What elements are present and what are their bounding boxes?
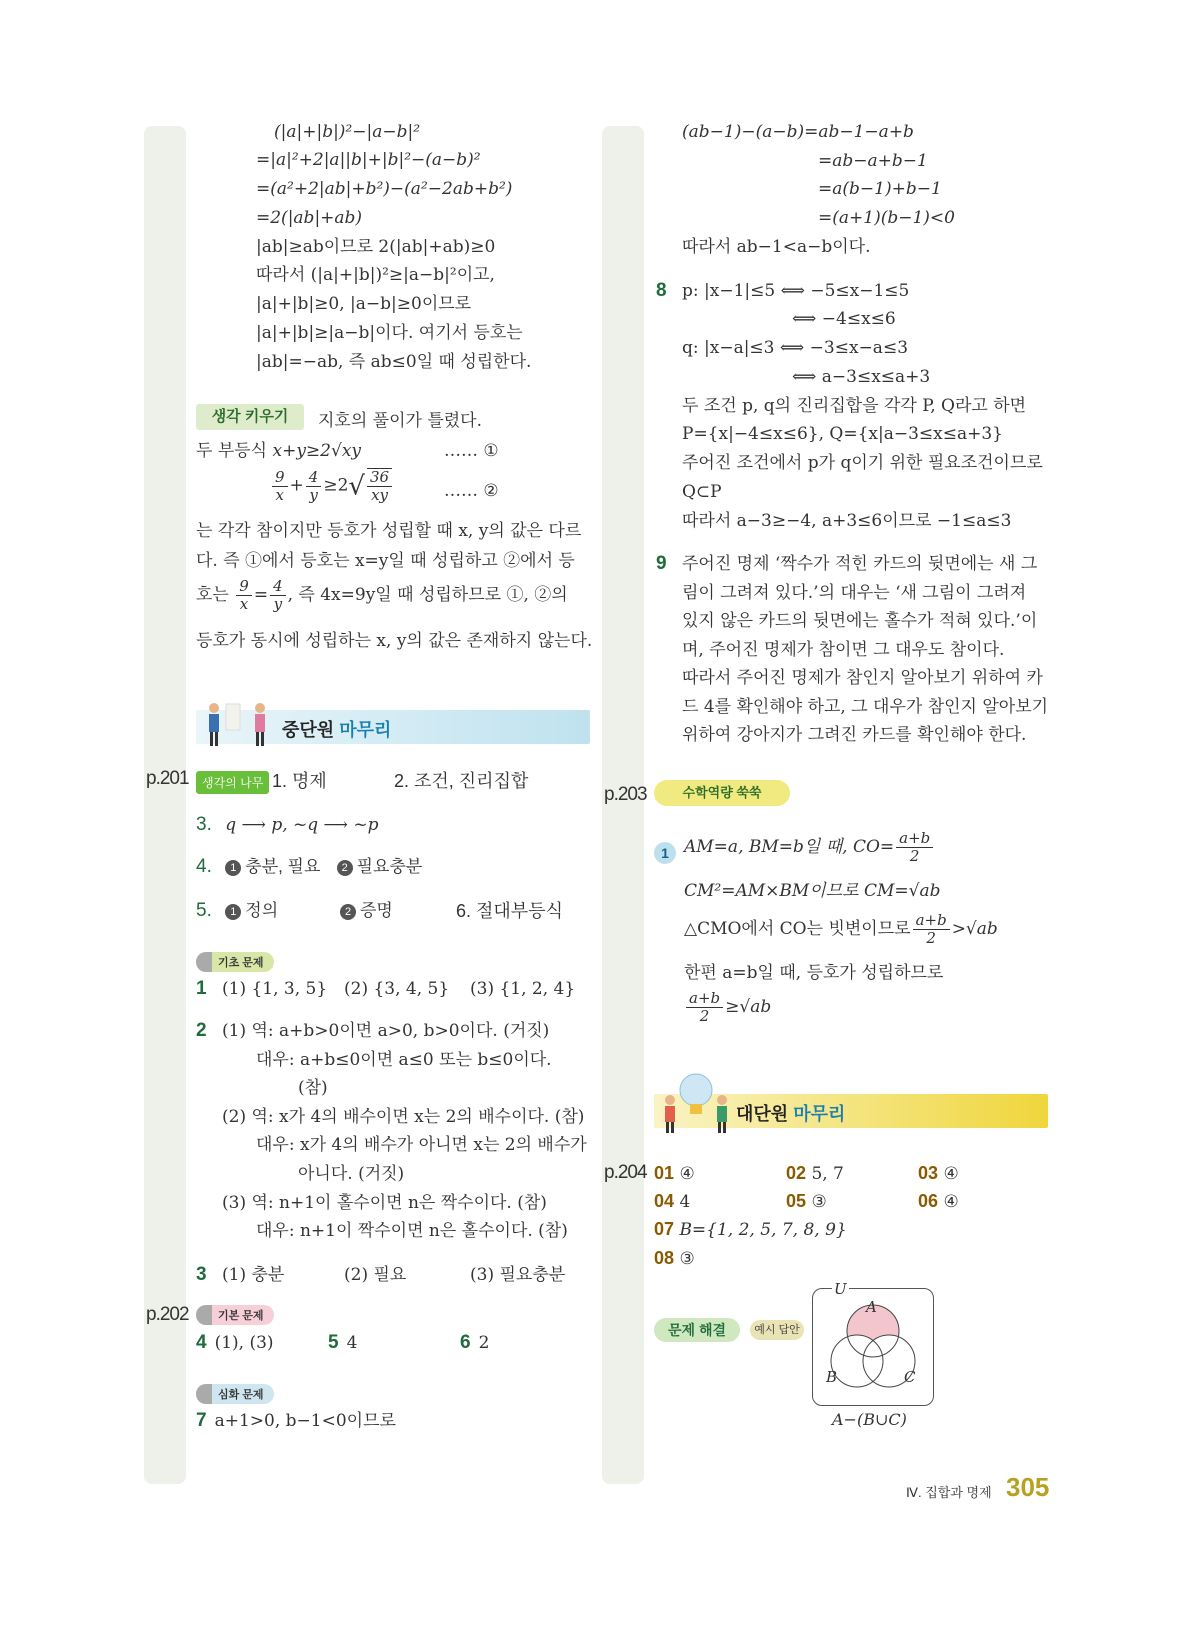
proof-line: =|a|²+2|a||b|+|b|²−(a−b)² (256, 150, 481, 170)
q3-part: (3) 필요충분 (470, 1265, 566, 1285)
frac-num: 9 (236, 578, 252, 596)
q1-part: (2) {3, 4, 5} (344, 979, 450, 999)
ineq2-mid: ≥2 (323, 475, 349, 496)
think-tag: 생각 키우기 (196, 404, 304, 430)
m1-line2: CM²=AM×BM이므로 CM=√ab (684, 881, 941, 901)
answer-4: 4. 1 충분, 필요 2 필요충분 (196, 856, 423, 877)
q9-line: 림이 그려져 있다.’의 대우는 ‘새 그림이 그려져 (682, 583, 1027, 603)
q8-line: Q⊂P (682, 482, 722, 502)
page-ref-203: p.203 (604, 784, 647, 805)
frac-num: 4 (270, 578, 286, 596)
q1-part: (3) {1, 2, 4} (470, 979, 576, 999)
q4: 4 (1), (3) (196, 1332, 274, 1353)
q9-line: 며, 주어진 명제가 참이면 그 대우도 참이다. (682, 640, 1005, 660)
eq-sign: = (253, 585, 269, 605)
chapter-label: Ⅳ. 집합과 명제 (906, 1485, 992, 1500)
q8-line: P={x|−4≤x≤6}, Q={x|a−3≤x≤a+3} (682, 424, 1003, 444)
frac-num: 4 (306, 469, 322, 487)
venn-caption: A−(B∪C) (832, 1410, 907, 1429)
venn-label-c: C (904, 1368, 916, 1386)
q7: 7 a+1>0, b−1<0이므로 (196, 1410, 396, 1431)
q1: 1 (196, 978, 207, 999)
q8-line: 두 조건 p, q의 진리집합을 각각 P, Q라고 하면 (682, 396, 1027, 416)
page-number: 305 (1006, 1472, 1050, 1502)
venn-label-a: A (866, 1298, 877, 1316)
page-ref-202: p.202 (146, 1304, 189, 1325)
page-ref-204: p.204 (604, 1162, 647, 1183)
q8-line: q: |x−a|≤3 ⟺ −3≤x−a≤3 (682, 338, 909, 358)
answer-item: 03 ④ (918, 1163, 959, 1184)
problem-solving-tag: 문제 해결 (654, 1318, 740, 1342)
answer-item: 05 ③ (786, 1191, 827, 1212)
q2-line: 대우: x가 4의 배수가 아니면 x는 2의 배수가 (256, 1135, 587, 1155)
ineq1-mark: …… ① (444, 441, 499, 461)
answer-item: 04 4 (654, 1191, 691, 1212)
q2-line: (참) (298, 1078, 328, 1098)
proof-line: =(a²+2|ab|+b²)−(a²−2ab+b²) (256, 179, 513, 199)
venn-label-b: B (826, 1368, 838, 1386)
q2-line: (3) 역: n+1이 홀수이면 n은 짝수이다. (참) (222, 1193, 547, 1213)
q8-line: p: |x−1|≤5 ⟺ −5≤x−1≤5 (682, 281, 910, 301)
math-competency-tag: 수학역량 쑥쑥 (654, 780, 790, 806)
q9-line: 드 4를 확인해야 하고, 그 대우가 참인지 알아보기 (682, 697, 1049, 717)
m1-badge: 1 (654, 842, 676, 864)
think-text: 다. 즉 ①에서 등호는 x=y일 때 성립하고 ②에서 등 (196, 551, 575, 571)
answer-item: 02 5, 7 (786, 1163, 844, 1184)
q3: 3 (196, 1264, 207, 1285)
lightbulb-people-icon (660, 1070, 732, 1134)
frac-den: x (275, 485, 284, 504)
q7-line: =a(b−1)+b−1 (818, 179, 942, 199)
q8-line: 따라서 a−3≥−4, a+3≤6이므로 −1≤a≤3 (682, 511, 1012, 531)
answer-item: 06 ④ (918, 1191, 959, 1212)
answer-3: 3. q ⟶ p, ~q ⟶ ~p (196, 814, 379, 835)
q9-line: 주어진 명제 ‘짝수가 적힌 카드의 뒷면에는 새 그 (682, 554, 1038, 574)
ineq2-mark: …… ② (444, 481, 499, 501)
advanced-problem-tag: 심화 문제 (196, 1384, 274, 1404)
q6: 6 2 (460, 1332, 490, 1353)
think-text-part: , 즉 4x=9y일 때 성립하므로 ①, ②의 (287, 585, 568, 605)
q9-line: 있지 않은 카드의 뒷면에는 홀수가 적혀 있다.’이 (682, 611, 1038, 631)
frac-den: y (309, 485, 318, 504)
q2-line: (1) 역: a+b>0이면 a>0, b>0이다. (거짓) (222, 1021, 550, 1041)
think-ineq1 (196, 440, 361, 462)
q2-line: 대우: n+1이 짝수이면 n은 홀수이다. (참) (256, 1221, 568, 1241)
q8-line: ⟺ a−3≤x≤a+3 (792, 367, 931, 387)
frac-num: 36 (367, 469, 392, 487)
big-banner-title: 대단원 마무리 (736, 1104, 846, 1124)
q8-line: ⟺ −4≤x≤6 (792, 309, 896, 329)
m1-line4: 한편 a=b일 때, 등호가 성립하므로 (684, 963, 944, 983)
q2-line: (2) 역: x가 4의 배수이면 x는 2의 배수이다. (참) (222, 1107, 585, 1127)
answer-1: 1. 명제 (272, 771, 327, 791)
q7-line: (ab−1)−(a−b)=ab−1−a+b (682, 122, 914, 142)
q7-line: =ab−a+b−1 (818, 151, 928, 171)
ineq1-prefix: 두 부등식 (196, 441, 268, 461)
proof-line: |a|+|b|≥|a−b|이다. 여기서 등호는 (256, 323, 523, 343)
q7-line: 따라서 ab−1<a−b이다. (682, 237, 871, 257)
left-gutter (144, 126, 186, 1484)
think-tree-tag: 생각의 나무 (196, 771, 269, 794)
answer-item: 07 B={1, 2, 5, 7, 8, 9} (654, 1219, 847, 1240)
m1-line3: △CMO에서 CO는 빗변이므로 $\frac{a+b}{2}$ >√ab (684, 911, 998, 947)
proof-line: (|a|+|b|)²−|a−b|² (274, 122, 421, 142)
answer-item: 08 ③ (654, 1248, 695, 1269)
m1-line5: $\frac{a+b}{2}$ ≥√ab (684, 990, 771, 1025)
basic-problem-tag: 기초 문제 (196, 952, 274, 972)
q9-line: 위하여 강아지가 그려진 카드를 확인해야 한다. (682, 725, 1027, 745)
frac-den: y (273, 595, 283, 613)
think-text: 는 각각 참이지만 등호가 성립할 때 x, y의 값은 다르 (196, 521, 582, 541)
proof-line: |a|+|b|≥0, |a−b|≥0이므로 (256, 294, 472, 314)
mid-banner-title: 중단원 마무리 (282, 720, 392, 740)
proof-line: 따라서 (|a|+|b|)²≥|a−b|²이고, (256, 265, 495, 285)
frac-num: 9 (272, 469, 288, 487)
q3-part: (2) 필요 (344, 1265, 407, 1285)
answer-item: 01 ④ (654, 1163, 695, 1184)
q9-line: 따라서 주어진 명제가 참인지 알아보기 위하여 카 (682, 668, 1043, 688)
think-text: 등호가 동시에 성립하는 x, y의 값은 존재하지 않는다. (196, 631, 593, 651)
q9: 9 (656, 553, 667, 574)
page-ref-201: p.201 (146, 768, 189, 789)
m1-line1: AM=a, BM=b일 때, CO= $\frac{a+b}{2}$ (684, 830, 935, 865)
answer-5: 5. 1 정의 (196, 900, 279, 921)
sqrt-icon: √ (348, 471, 365, 502)
think-text (196, 578, 568, 613)
proof-line: |ab|≥ab이므로 2(|ab|+ab)≥0 (256, 237, 496, 257)
basic2-problem-tag: 기본 문제 (196, 1305, 274, 1325)
think-ineq2: $\frac{9}{x}$ + $\frac{4}{y}$ ≥2√ $\frac{36}{xy}$ (270, 468, 394, 504)
think-intro: 지호의 풀이가 틀렸다. (318, 411, 483, 431)
ineq1-expr: x+y≥2√xy (272, 441, 362, 461)
frac-den: x (239, 595, 249, 613)
q5: 5 4 (328, 1332, 358, 1353)
q2: 2 (196, 1020, 207, 1041)
people-icon (202, 700, 274, 748)
q2-line: 대우: a+b≤0이면 a≤0 또는 b≤0이다. (256, 1050, 552, 1070)
q7-line: =(a+1)(b−1)<0 (818, 208, 955, 228)
q8-line: 주어진 조건에서 p가 q이기 위한 필요조건이므로 (682, 453, 1043, 473)
example-answer-tag: 예시 답안 (750, 1320, 804, 1340)
answer-2: 2. 조건, 진리집합 (394, 771, 529, 791)
answer-6: 6. 절대부등식 (456, 901, 563, 921)
q3-part: (1) 충분 (222, 1265, 285, 1285)
venn-label-u: U (834, 1280, 847, 1298)
answer-5b: 2 증명 (340, 900, 393, 922)
frac-den: xy (371, 486, 388, 504)
proof-line: =2(|ab|+ab) (256, 208, 363, 228)
q8: 8 (656, 280, 667, 301)
think-text-part: 호는 (196, 585, 229, 605)
q2-line: 아니다. (거짓) (298, 1164, 405, 1184)
q1-part: (1) {1, 3, 5} (222, 979, 328, 999)
proof-line: |ab|=−ab, 즉 ab≤0일 때 성립한다. (256, 352, 532, 372)
